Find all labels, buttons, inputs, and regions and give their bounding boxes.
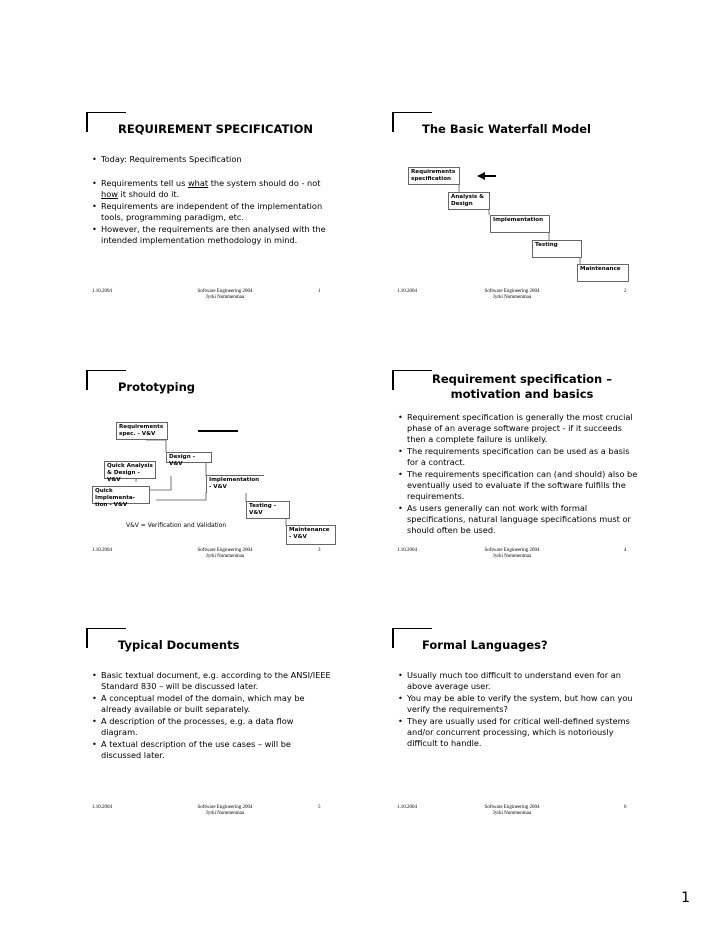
waterfall-box-analysis-design: Analysis & Design	[448, 192, 490, 210]
bullet-item: • They are usually used for critical well-defined systems and/or concurrent processing, which is notoriously difficult to handle.	[398, 716, 638, 749]
footer-page: 6	[624, 805, 627, 810]
footer-page: 3	[318, 548, 321, 553]
footer-page: 2	[624, 289, 627, 294]
bullet-item: • Today: Requirements Specification	[92, 154, 332, 165]
slide-4	[392, 370, 652, 562]
footer-date: 1.10.2004	[92, 805, 112, 810]
slide-title: Prototyping	[118, 380, 195, 394]
proto-box-testing: Testing - V&V	[246, 501, 290, 519]
bullet-item: • Requirement specification is generally the most crucial phase of an average software project - if it succeeds then a complete failure is unlikely.	[398, 412, 638, 445]
slide-title: The Basic Waterfall Model	[422, 122, 591, 136]
bullet-item: • A textual description of the use cases – will be discussed later.	[92, 739, 332, 761]
proto-box-maintenance: Maintenance - V&V	[286, 525, 336, 545]
bullet-item: • Basic textual document, e.g. according to the ANSI/IEEE Standard 830 – will be discussed later.	[92, 670, 332, 692]
slide-title: Typical Documents	[118, 638, 240, 652]
bullet-item: • However, the requirements are then analysed with the intended implementation methodology in mind.	[92, 224, 332, 246]
footer-page: 5	[318, 805, 321, 810]
bullet-list	[92, 670, 332, 762]
slide-5	[86, 628, 346, 820]
footer-course: Software Engineering 2004 Jyrki Nummenmaa	[197, 548, 253, 559]
footer-page: 4	[624, 548, 627, 553]
bullet-list	[92, 154, 332, 247]
slide-corner-line	[392, 370, 432, 371]
bullet-item: • The requirements specification can (and should) also be eventually used to evaluate if the software fulfills the requirements.	[398, 469, 638, 502]
slide-corner-line	[392, 628, 394, 648]
waterfall-box-maintenance: Maintenance	[577, 264, 629, 282]
bullet-item: • As users generally can not work with formal specifications, natural language specifications must or should often be used.	[398, 503, 638, 536]
slide-corner-line	[86, 628, 126, 629]
bullet-item: • A conceptual model of the domain, which may be already available or built separately.	[92, 693, 332, 715]
bullet-list	[398, 412, 638, 537]
slide-1	[86, 112, 346, 304]
footer-date: 1.10.2004	[92, 548, 112, 553]
slide-corner-line	[86, 112, 88, 132]
slide-corner-line	[86, 628, 88, 648]
proto-box-quick-implementation: Quick Implementa-tion - V&V	[92, 486, 150, 504]
slide-3	[86, 370, 346, 562]
slide-corner-line	[392, 628, 432, 629]
footer-course: Software Engineering 2004 Jyrki Nummenmaa	[484, 289, 540, 300]
footer-page: 1	[318, 289, 321, 294]
bullet-item: • You may be able to verify the system, but how can you verify the requirements?	[398, 693, 638, 715]
waterfall-box-requirements: Requirements specification	[408, 167, 460, 185]
bullet-item: • Requirements are independent of the implementation tools, programming paradigm, etc.	[92, 201, 332, 223]
slide-title: Formal Languages?	[422, 638, 548, 652]
footer-course: Software Engineering 2004 Jyrki Nummenmaa	[484, 805, 540, 816]
proto-box-quick-analysis: Quick Analysis & Design - V&V	[104, 461, 156, 479]
slide-corner-line	[86, 112, 126, 113]
slide-title: REQUIREMENT SPECIFICATION	[118, 122, 313, 136]
page-number: 1	[681, 890, 690, 906]
footer-date: 1.10.2004	[397, 548, 417, 553]
footer-date: 1.10.2004	[92, 289, 112, 294]
bullet-item: • A description of the processes, e.g. a data flow diagram.	[92, 716, 332, 738]
slide-2	[392, 112, 652, 304]
footer-date: 1.10.2004	[397, 805, 417, 810]
waterfall-box-testing: Testing	[532, 240, 582, 258]
slide-corner-line	[392, 370, 394, 390]
waterfall-box-implementation: Implementation	[490, 215, 550, 233]
legend-vv: V&V = Verification and Validation	[126, 522, 227, 529]
bullet-list	[398, 670, 638, 750]
bullet-item: • Usually much too difficult to understand even for an above average user.	[398, 670, 638, 692]
proto-box-design: Design - V&V	[166, 452, 212, 463]
proto-box-implementation: Implementation - V&V	[206, 475, 264, 493]
bullet-item: • The requirements specification can be used as a basis for a contract.	[398, 446, 638, 468]
footer-course: Software Engineering 2004 Jyrki Nummenmaa	[197, 289, 253, 300]
bullet-item: • Requirements tell us what the system should do - not how it should do it.	[92, 178, 332, 200]
footer-course: Software Engineering 2004 Jyrki Nummenmaa	[197, 805, 253, 816]
slide-title: Requirement specification – motivation and basics	[432, 372, 612, 401]
footer-date: 1.10.2004	[397, 289, 417, 294]
footer-course: Software Engineering 2004 Jyrki Nummenmaa	[484, 548, 540, 559]
proto-box-requirements: Requirements spec. - V&V	[116, 422, 168, 440]
slide-6	[392, 628, 652, 820]
